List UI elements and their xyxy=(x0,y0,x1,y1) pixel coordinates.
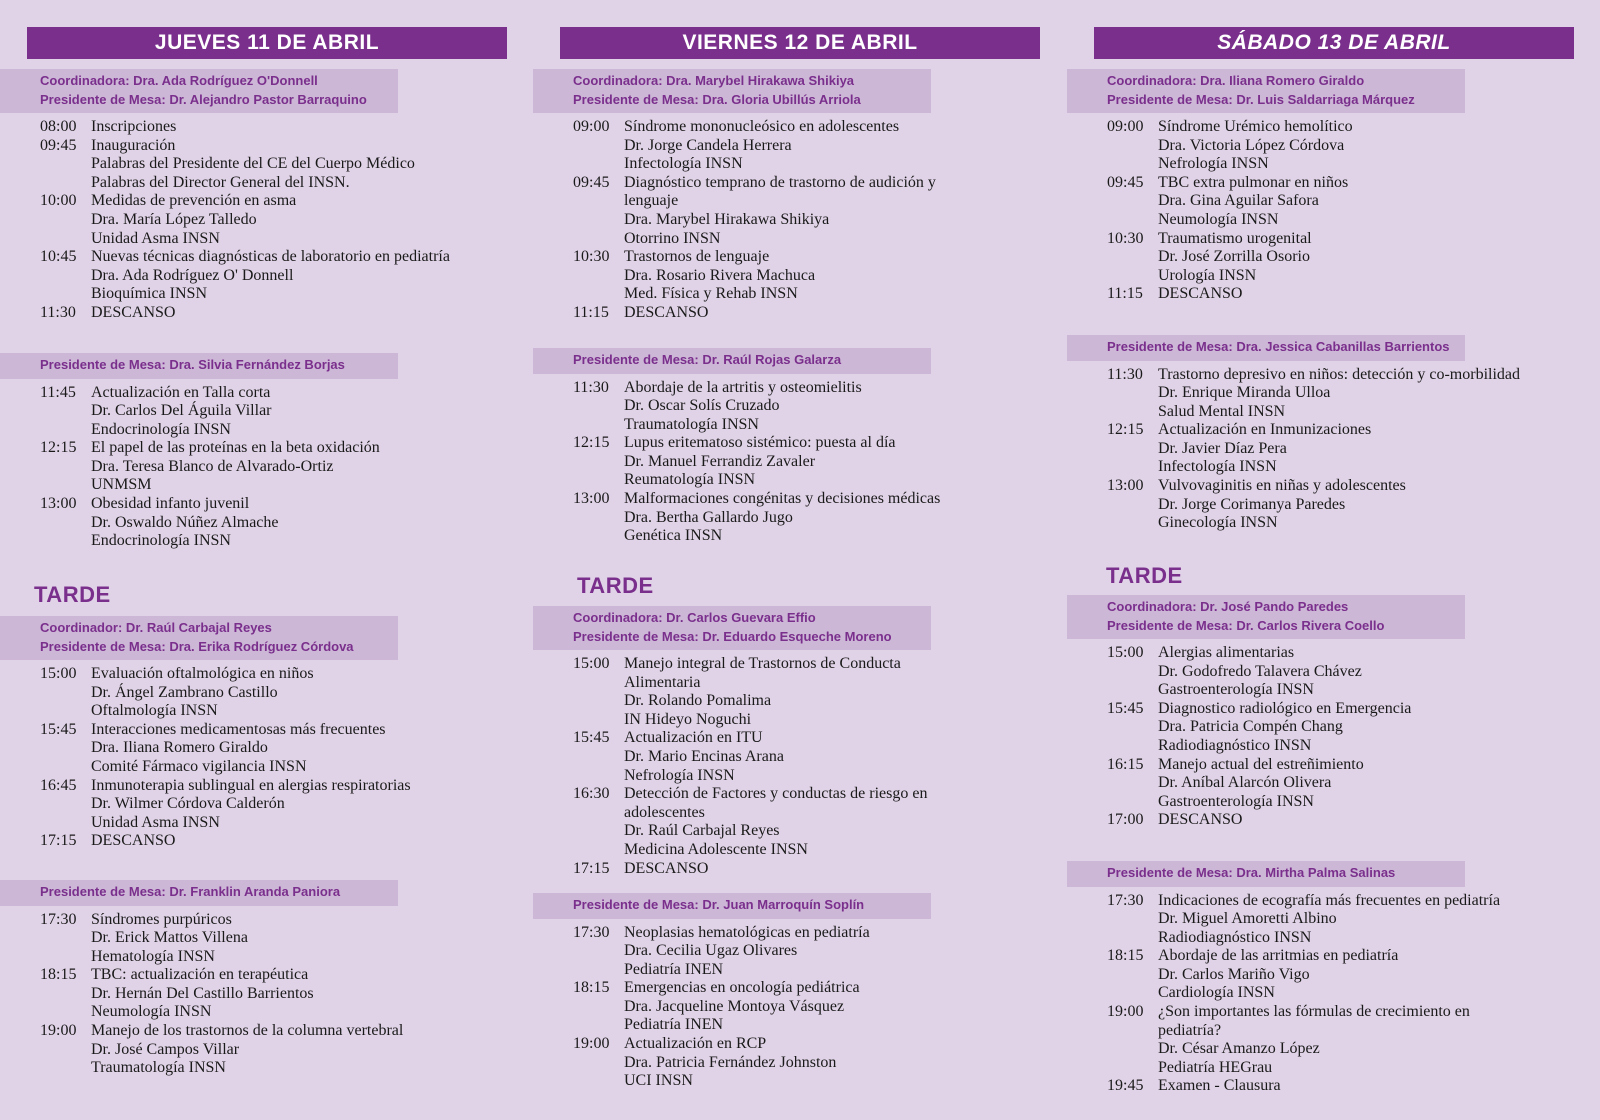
entry-detail: Cardiología INSN xyxy=(1158,984,1275,1002)
schedule-entry xyxy=(1107,285,1465,304)
session-header-band xyxy=(533,606,931,650)
entry-detail: Dra. Patricia Fernández Johnston xyxy=(624,1053,837,1071)
schedule-entry xyxy=(40,495,398,551)
schedule-list xyxy=(0,384,398,551)
schedule-entry xyxy=(573,304,954,323)
entry-time: 10:00 xyxy=(40,192,77,210)
entry-detail: Dr. Javier Díaz Pera xyxy=(1158,439,1287,457)
entry-time: 17:30 xyxy=(40,910,77,928)
entry-topic: DESCANSO xyxy=(91,832,176,850)
entry-time: 19:00 xyxy=(573,1035,610,1053)
entry-topic: Examen - Clausura xyxy=(1158,1077,1281,1095)
session-header-band xyxy=(0,353,398,379)
entry-detail: Dra. María López Talledo xyxy=(91,210,257,228)
entry-topic: Manejo de los trastornos de la columna vertebral xyxy=(91,1022,404,1040)
entry-topic: Abordaje de las arritmias en pediatría xyxy=(1158,947,1399,965)
schedule-list xyxy=(533,118,954,323)
entry-detail: Dr. José Campos Villar xyxy=(91,1040,240,1058)
session-block xyxy=(533,348,954,546)
entry-time: 15:00 xyxy=(1107,644,1144,661)
tarde-heading: TARDE xyxy=(34,582,111,607)
entry-time: 17:30 xyxy=(573,923,610,941)
session-block xyxy=(1067,69,1465,304)
entry-time: 08:00 xyxy=(40,118,77,135)
entry-detail: Dra. Teresa Blanco de Alvarado-Ortiz xyxy=(91,457,334,475)
session-header-band xyxy=(0,616,398,660)
session-block xyxy=(533,893,931,1091)
entry-detail: Dr. Hernán Del Castillo Barrientos xyxy=(91,984,314,1002)
schedule-entry xyxy=(40,304,450,323)
entry-detail: Infectología INSN xyxy=(1158,458,1277,476)
entry-detail: Dra. Marybel Hirakawa Shikiya xyxy=(624,210,830,228)
schedule-entry xyxy=(1107,1077,1500,1096)
tarde-heading: TARDE xyxy=(1106,563,1183,588)
entry-detail: Unidad Asma INSN xyxy=(91,229,220,247)
entry-detail: Gastroenterología INSN xyxy=(1158,681,1314,699)
session-header-band xyxy=(533,348,931,374)
entry-topic: El papel de las proteínas en la beta oxidación xyxy=(91,439,380,457)
entry-detail: Dr. Rolando Pomalima xyxy=(624,692,772,710)
schedule-list xyxy=(0,911,403,1078)
schedule-entry xyxy=(40,439,398,495)
schedule-entry xyxy=(1107,477,1520,533)
entry-topic: Inmunoterapia sublingual en alergias respiratorias xyxy=(91,776,411,794)
entry-detail: Medicina Adolescente INSN xyxy=(624,840,808,858)
schedule-list xyxy=(0,118,450,323)
entry-topic: Detección de Factores y conductas de riesgo en adolescentes xyxy=(624,785,928,821)
entry-topic: Síndrome Urémico hemolítico xyxy=(1158,118,1353,135)
entry-topic: Vulvovaginitis en niñas y adolescentes xyxy=(1158,477,1406,495)
entry-detail: Unidad Asma INSN xyxy=(91,813,220,831)
entry-detail: Dra. Victoria López Córdova xyxy=(1158,136,1345,154)
schedule-entry xyxy=(1107,947,1500,1003)
session-role-line: Presidente de Mesa: Dra. Jessica Cabanillas Barrientos xyxy=(1107,339,1450,354)
entry-time: 13:00 xyxy=(1107,477,1144,495)
entry-detail: Dr. Manuel Ferrandiz Zavaler xyxy=(624,452,816,470)
schedule-entry xyxy=(40,966,403,1022)
schedule-entry xyxy=(1107,892,1500,948)
session-header-band xyxy=(1067,335,1465,361)
session-header-band xyxy=(0,69,398,113)
entry-topic: Malformaciones congénitas y decisiones médicas xyxy=(624,490,941,508)
session-block xyxy=(1067,595,1465,830)
schedule-entry xyxy=(40,777,411,833)
session-block xyxy=(0,69,450,323)
entry-detail: Dr. Jorge Candela Herrera xyxy=(624,136,792,154)
entry-time: 11:15 xyxy=(573,303,609,321)
entry-time: 12:15 xyxy=(573,434,610,452)
entry-topic: Nuevas técnicas diagnósticas de laboratorio en pediatría xyxy=(91,248,450,266)
entry-time: 09:45 xyxy=(40,136,77,154)
entry-detail: Dr. Erick Mattos Villena xyxy=(91,929,248,947)
schedule-entry xyxy=(1107,118,1465,174)
entry-detail: Med. Física y Rehab INSN xyxy=(624,285,798,303)
entry-detail: Dr. Oswaldo Núñez Almache xyxy=(91,513,279,531)
entry-time: 09:45 xyxy=(1107,173,1144,191)
entry-detail: Traumatología INSN xyxy=(91,1059,226,1077)
entry-topic: Inauguración xyxy=(91,136,176,154)
entry-time: 18:15 xyxy=(1107,947,1144,965)
entry-time: 11:45 xyxy=(40,383,76,401)
entry-time: 17:30 xyxy=(1107,891,1144,909)
entry-time: 18:15 xyxy=(573,979,610,997)
session-header-band xyxy=(1067,595,1465,639)
session-role-line: Presidente de Mesa: Dr. Eduardo Esqueche Moreno xyxy=(573,628,892,644)
entry-topic: Trastornos de lenguaje xyxy=(624,248,770,266)
entry-topic: Obesidad infanto juvenil xyxy=(91,495,250,513)
entry-time: 15:00 xyxy=(573,655,610,672)
schedule-entry xyxy=(40,384,398,440)
entry-time: 10:45 xyxy=(40,248,77,266)
entry-time: 10:30 xyxy=(1107,229,1144,247)
schedule-list xyxy=(533,924,931,1091)
schedule-entry xyxy=(573,118,954,174)
tarde-heading: TARDE xyxy=(577,573,654,598)
entry-detail: Dr. Carlos Mariño Vigo xyxy=(1158,965,1310,983)
session-block xyxy=(0,880,403,1078)
schedule-entry xyxy=(573,490,954,546)
session-header-band xyxy=(1067,69,1465,113)
entry-detail: Dr. José Zorrilla Osorio xyxy=(1158,248,1310,266)
entry-detail: Hematología INSN xyxy=(91,947,215,965)
day-column-1 xyxy=(0,0,520,1120)
schedule-entry xyxy=(573,729,954,785)
entry-time: 15:45 xyxy=(573,729,610,747)
entry-topic: DESCANSO xyxy=(624,859,709,877)
entry-detail: Infectología INSN xyxy=(624,155,743,173)
entry-detail: Dr. Ángel Zambrano Castillo xyxy=(91,683,278,701)
entry-detail: UNMSM xyxy=(91,476,152,494)
session-role-line: Coordinadora: Dra. Iliana Romero Giraldo xyxy=(1107,73,1365,88)
schedule-entry xyxy=(40,248,450,304)
entry-detail: Dra. Gina Aguilar Safora xyxy=(1158,192,1319,210)
session-role-line: Presidente de Mesa: Dra. Mirtha Palma Salinas xyxy=(1107,865,1396,880)
session-role-line: Presidente de Mesa: Dr. Alejandro Pastor Barraquino xyxy=(40,91,367,107)
entry-topic: Indicaciones de ecografía más frecuentes en pediatría xyxy=(1158,891,1501,909)
schedule-entry xyxy=(1107,700,1465,756)
entry-detail: Dra. Iliana Romero Giraldo xyxy=(91,739,268,757)
session-header-band xyxy=(533,69,931,113)
schedule-entry xyxy=(1107,1003,1500,1077)
entry-topic: Síndrome mononucleósico en adolescentes xyxy=(624,118,900,135)
entry-detail: Neumología INSN xyxy=(1158,210,1279,228)
schedule-entry xyxy=(573,434,954,490)
schedule-entry xyxy=(40,118,450,137)
entry-detail: Radiodiagnóstico INSN xyxy=(1158,736,1312,754)
entry-topic: Traumatismo urogenital xyxy=(1158,229,1312,247)
entry-detail: UCI INSN xyxy=(624,1072,693,1090)
schedule-entry xyxy=(573,860,954,879)
schedule-entry xyxy=(40,137,450,193)
day-header: SÁBADO 13 DE ABRIL xyxy=(1094,27,1574,59)
entry-detail: Ginecología INSN xyxy=(1158,514,1278,532)
entry-detail: Dra. Rosario Rivera Machuca xyxy=(624,266,816,284)
entry-topic: Diagnostico radiológico en Emergencia xyxy=(1158,699,1412,717)
entry-time: 09:00 xyxy=(573,118,610,135)
schedule-list xyxy=(533,655,954,878)
entry-topic: Inscripciones xyxy=(91,118,177,135)
entry-time: 09:00 xyxy=(1107,118,1144,135)
entry-detail: Dr. Aníbal Alarcón Olivera xyxy=(1158,774,1332,792)
schedule-entry xyxy=(573,1035,931,1091)
entry-topic: Evaluación oftalmológica en niños xyxy=(91,665,314,682)
schedule-list xyxy=(1067,644,1465,830)
entry-detail: Dra. Cecilia Ugaz Olivares xyxy=(624,942,798,960)
session-block xyxy=(533,69,954,323)
entry-detail: Neumología INSN xyxy=(91,1003,212,1021)
session-block xyxy=(533,606,954,878)
entry-topic: TBC extra pulmonar en niños xyxy=(1158,173,1349,191)
session-role-line: Presidente de Mesa: Dra. Gloria Ubillús Arriola xyxy=(573,91,861,107)
entry-detail: Traumatología INSN xyxy=(624,415,759,433)
entry-topic: ¿Son importantes las fórmulas de crecimiento en pediatría? xyxy=(1158,1003,1470,1039)
entry-detail: Dr. Raúl Carbajal Reyes xyxy=(624,822,780,840)
session-role-line: Presidente de Mesa: Dr. Raúl Rojas Galarza xyxy=(573,352,842,367)
entry-detail: Dra. Jacqueline Montoya Vásquez xyxy=(624,997,845,1015)
entry-time: 16:30 xyxy=(573,785,610,803)
schedule-entry xyxy=(573,924,931,980)
entry-detail: Palabras del Director General del INSN. xyxy=(91,173,350,191)
entry-time: 17:15 xyxy=(573,859,610,877)
entry-detail: Radiodiagnóstico INSN xyxy=(1158,928,1312,946)
schedule-entry xyxy=(40,721,411,777)
schedule-entry xyxy=(1107,644,1465,700)
entry-time: 10:30 xyxy=(573,248,610,266)
day-header: JUEVES 11 DE ABRIL xyxy=(27,27,507,59)
entry-detail: Bioquímica INSN xyxy=(91,285,207,303)
entry-detail: Dra. Ada Rodríguez O' Donnell xyxy=(91,266,294,284)
schedule-entry xyxy=(573,785,954,859)
entry-detail: Dr. Mario Encinas Arana xyxy=(624,747,784,765)
entry-topic: DESCANSO xyxy=(1158,285,1243,303)
entry-detail: Dr. Enrique Miranda Ulloa xyxy=(1158,384,1331,402)
entry-detail: Pediatría HEGrau xyxy=(1158,1058,1273,1076)
entry-topic: Alergias alimentarias xyxy=(1158,644,1295,661)
entry-topic: DESCANSO xyxy=(1158,811,1243,829)
entry-detail: IN Hideyo Noguchi xyxy=(624,710,752,728)
entry-topic: DESCANSO xyxy=(624,303,709,321)
session-block xyxy=(0,353,398,551)
session-block xyxy=(1067,335,1520,533)
session-role-line: Coordinadora: Dr. Carlos Guevara Effio xyxy=(573,610,816,625)
session-role-line: Presidente de Mesa: Dr. Carlos Rivera Coello xyxy=(1107,617,1385,633)
session-block xyxy=(1067,861,1500,1096)
entry-topic: Trastorno depresivo en niños: detección y co-morbilidad xyxy=(1158,365,1520,383)
entry-topic: Medidas de prevención en asma xyxy=(91,192,297,210)
entry-time: 11:30 xyxy=(40,303,76,321)
schedule-entry xyxy=(1107,811,1465,830)
entry-time: 15:45 xyxy=(40,720,77,738)
schedule-entry xyxy=(573,979,931,1035)
entry-time: 12:15 xyxy=(40,439,77,457)
entry-detail: Dr. Wilmer Córdova Calderón xyxy=(91,795,285,813)
entry-topic: Interacciones medicamentosas más frecuentes xyxy=(91,720,386,738)
day-column-3 xyxy=(1067,0,1587,1120)
entry-detail: Nefrología INSN xyxy=(624,766,735,784)
entry-detail: Pediatría INEN xyxy=(624,960,724,978)
entry-topic: Actualización en RCP xyxy=(624,1035,767,1053)
entry-time: 11:30 xyxy=(573,378,609,396)
session-role-line: Coordinadora: Dr. José Pando Paredes xyxy=(1107,599,1349,614)
entry-detail: Genética INSN xyxy=(624,527,723,545)
session-role-line: Coordinadora: Dra. Ada Rodríguez O'Donnell xyxy=(40,73,318,88)
schedule-entry xyxy=(40,832,411,851)
schedule-entry xyxy=(1107,421,1520,477)
entry-time: 16:15 xyxy=(1107,755,1144,773)
schedule-entry xyxy=(573,248,954,304)
schedule-entry xyxy=(40,192,450,248)
entry-detail: Dr. Carlos Del Águila Villar xyxy=(91,402,272,420)
session-role-line: Presidente de Mesa: Dra. Silvia Fernández Borjas xyxy=(40,357,345,372)
session-role-line: Coordinadora: Dra. Marybel Hirakawa Shikiya xyxy=(573,73,855,88)
entry-topic: Lupus eritematoso sistémico: puesta al día xyxy=(624,434,896,452)
schedule-entry xyxy=(573,655,954,729)
entry-topic: DESCANSO xyxy=(91,303,176,321)
schedule-entry xyxy=(573,174,954,248)
entry-topic: Diagnóstico temprano de trastorno de audición y lenguaje xyxy=(624,173,936,210)
schedule-entry xyxy=(1107,366,1520,422)
entry-detail: Pediatría INEN xyxy=(624,1016,724,1034)
entry-time: 15:45 xyxy=(1107,699,1144,717)
entry-time: 17:15 xyxy=(40,832,77,850)
entry-detail: Dr. Jorge Corimanya Paredes xyxy=(1158,495,1346,513)
schedule-list xyxy=(533,379,954,546)
entry-topic: Actualización en ITU xyxy=(624,729,763,747)
day-header: VIERNES 12 DE ABRIL xyxy=(560,27,1040,59)
entry-detail: Palabras del Presidente del CE del Cuerpo Médico xyxy=(91,155,415,173)
entry-time: 19:00 xyxy=(40,1022,77,1040)
schedule-list xyxy=(1067,892,1500,1097)
session-role-line: Presidente de Mesa: Dr. Juan Marroquín Soplín xyxy=(573,897,865,912)
entry-detail: Dr. César Amanzo López xyxy=(1158,1040,1320,1058)
entry-time: 11:30 xyxy=(1107,365,1143,383)
entry-detail: Comité Fármaco vigilancia INSN xyxy=(91,757,307,775)
entry-detail: Otorrino INSN xyxy=(624,229,721,247)
session-header-band xyxy=(533,893,931,919)
entry-detail: Salud Mental INSN xyxy=(1158,402,1286,420)
entry-detail: Dra. Bertha Gallardo Jugo xyxy=(624,508,793,526)
session-role-line: Presidente de Mesa: Dra. Erika Rodríguez Córdova xyxy=(40,638,354,654)
entry-detail: Gastroenterología INSN xyxy=(1158,792,1314,810)
session-role-line: Coordinador: Dr. Raúl Carbajal Reyes xyxy=(40,620,272,635)
session-role-line: Presidente de Mesa: Dr. Franklin Aranda Paniora xyxy=(40,884,341,899)
entry-topic: Manejo integral de Trastornos de Conducta Alimentaria xyxy=(624,655,901,691)
entry-time: 12:15 xyxy=(1107,421,1144,439)
entry-time: 19:45 xyxy=(1107,1077,1144,1095)
schedule-entry xyxy=(573,379,954,435)
session-header-band xyxy=(0,880,398,906)
entry-detail: Endocrinología INSN xyxy=(91,532,231,550)
schedule-entry xyxy=(40,1022,403,1078)
entry-topic: Emergencias en oncología pediátrica xyxy=(624,979,860,997)
entry-detail: Dr. Godofredo Talavera Chávez xyxy=(1158,662,1362,680)
schedule-list xyxy=(0,665,411,851)
entry-detail: Dr. Oscar Solís Cruzado xyxy=(624,397,780,415)
entry-topic: TBC: actualización en terapéutica xyxy=(91,966,309,984)
entry-topic: Actualización en Inmunizaciones xyxy=(1158,421,1372,439)
schedule-entry xyxy=(1107,756,1465,812)
entry-detail: Urología INSN xyxy=(1158,266,1257,284)
entry-time: 09:45 xyxy=(573,173,610,191)
session-role-line: Presidente de Mesa: Dr. Luis Saldarriaga Márquez xyxy=(1107,91,1415,107)
entry-detail: Oftalmología INSN xyxy=(91,702,218,720)
schedule-entry xyxy=(1107,174,1465,230)
session-block xyxy=(0,616,411,851)
entry-topic: Neoplasias hematológicas en pediatría xyxy=(624,923,870,941)
entry-time: 11:15 xyxy=(1107,285,1143,303)
entry-time: 16:45 xyxy=(40,776,77,794)
schedule-list xyxy=(1067,118,1465,304)
entry-time: 13:00 xyxy=(40,495,77,513)
entry-time: 15:00 xyxy=(40,665,77,682)
entry-time: 19:00 xyxy=(1107,1003,1144,1021)
entry-topic: Abordaje de la artritis y osteomielitis xyxy=(624,378,862,396)
entry-topic: Manejo actual del estreñimiento xyxy=(1158,755,1364,773)
entry-detail: Reumatología INSN xyxy=(624,471,756,489)
day-column-2 xyxy=(533,0,1053,1120)
entry-detail: Endocrinología INSN xyxy=(91,420,231,438)
schedule-entry xyxy=(1107,230,1465,286)
schedule-entry xyxy=(40,911,403,967)
schedule-entry xyxy=(40,665,411,721)
entry-topic: Actualización en Talla corta xyxy=(91,383,271,401)
entry-topic: Síndromes purpúricos xyxy=(91,910,232,928)
entry-detail: Dr. Miguel Amoretti Albino xyxy=(1158,910,1337,928)
entry-detail: Dra. Patricia Compén Chang xyxy=(1158,718,1343,736)
entry-time: 17:00 xyxy=(1107,811,1144,829)
schedule-list xyxy=(1067,366,1520,533)
session-header-band xyxy=(1067,861,1465,887)
entry-detail: Nefrología INSN xyxy=(1158,155,1269,173)
entry-time: 13:00 xyxy=(573,490,610,508)
entry-time: 18:15 xyxy=(40,966,77,984)
